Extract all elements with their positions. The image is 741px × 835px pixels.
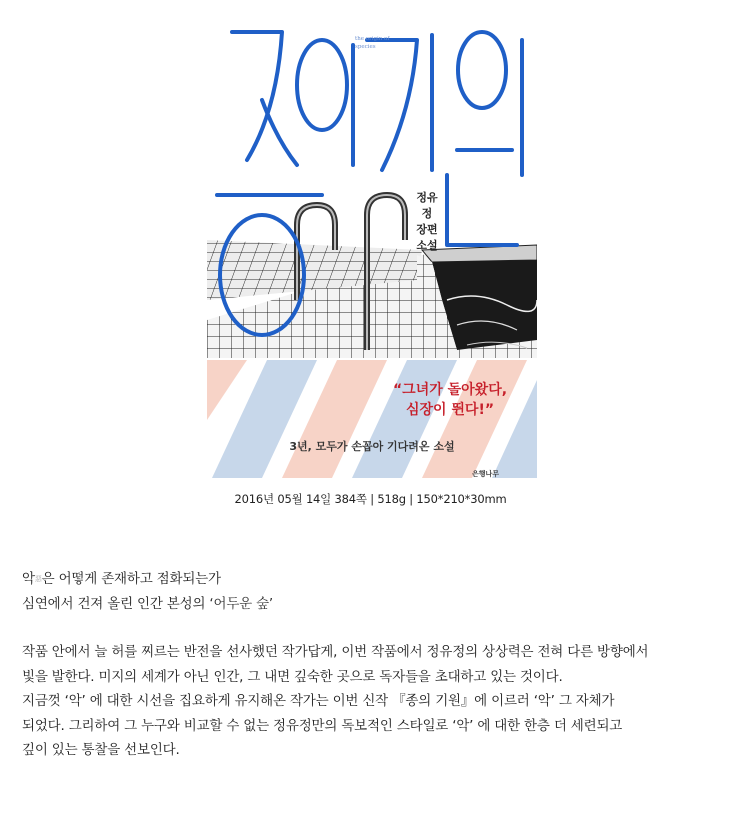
intro-line2-quote: ‘어두운 숲’ bbox=[209, 595, 274, 612]
cover-quote bbox=[370, 380, 530, 420]
cover-quote-line2: 심장이 뛴다!” bbox=[405, 402, 495, 418]
para-line2: 빛을 발한다. 미지의 세계가 아닌 인간, 그 내면 깊숙한 곳으로 독자들을 초대하고 있는 것이다. bbox=[22, 668, 563, 685]
genre-line2: 소설 bbox=[416, 239, 438, 252]
para-line5: 깊이 있는 통찰을 선보인다. bbox=[22, 742, 180, 758]
author-block bbox=[412, 190, 442, 254]
book-description bbox=[22, 567, 737, 763]
para-line3: 지금껏 ‘악’ 에 대한 시선을 집요하게 유지해온 작가는 이번 신작 『종의 기원』에 이르러 ‘악’ 그 자체가 bbox=[22, 693, 615, 709]
intro-line1 bbox=[22, 567, 737, 592]
intro-rest: 은 어떻게 존재하고 점화되는가 bbox=[41, 571, 221, 587]
publisher-logo: 은행나무 bbox=[471, 470, 499, 478]
intro-line2-text: 심연에서 건져 올린 인간 본성의 bbox=[22, 595, 210, 612]
intro-line2 bbox=[22, 592, 737, 617]
book-meta: 2016년 05월 14일 384쪽 | 518g | 150*210*30mm bbox=[234, 492, 507, 506]
cover-quote-line1: “그녀가 돌아왔다, bbox=[392, 382, 508, 398]
intro-word: 악 bbox=[22, 571, 35, 587]
para-line1: 작품 안에서 늘 허를 찌르는 반전을 선사했던 작가답게, 이번 작품에서 정유정의 상상력은 전혀 다른 방향에서 bbox=[22, 644, 649, 660]
para-line4: 되었다. 그리하여 그 누구와 비교할 수 없는 정유정만의 독보적인 스타일로 ‘악’ 에 대한 한층 더 세련되고 bbox=[22, 717, 623, 734]
genre-line1: 장편 bbox=[416, 223, 438, 236]
intro-hanja: 惡 bbox=[34, 575, 42, 583]
cover-subtitle: 3년, 모두가 손꼽아 기다려온 소설 bbox=[289, 440, 455, 453]
english-title: the origin of species bbox=[355, 36, 390, 50]
book-cover bbox=[207, 0, 537, 478]
author-name: 정유정 bbox=[416, 191, 438, 220]
